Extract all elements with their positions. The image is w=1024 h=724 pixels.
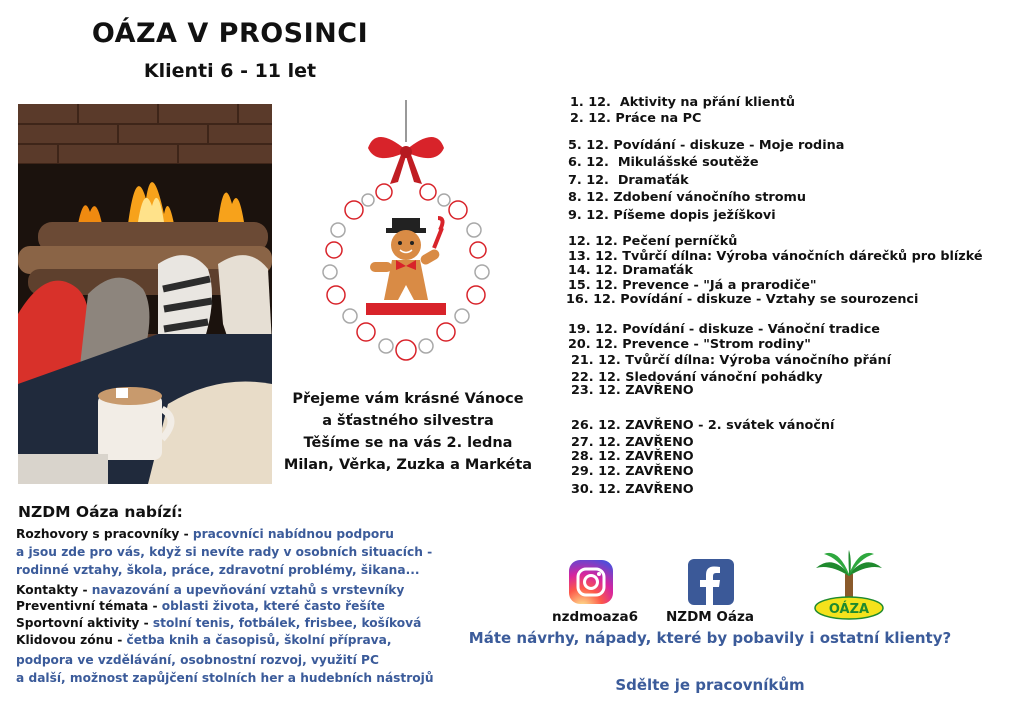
schedule-activity: Prevence - "Já a prarodiče" <box>622 278 817 293</box>
schedule-item <box>568 322 880 337</box>
greeting-message <box>278 388 538 476</box>
greeting-line: Těšíme se na vás 2. ledna <box>303 435 513 451</box>
schedule-item <box>568 155 759 170</box>
schedule-date: 21. 12. <box>571 353 621 368</box>
offer-label: Preventivní témata <box>16 599 149 613</box>
offer-line <box>16 633 391 647</box>
offer-separator: - <box>112 633 127 647</box>
schedule-item <box>570 111 701 126</box>
schedule-date: 12. 12. <box>568 234 618 249</box>
schedule-item <box>568 337 811 352</box>
greeting-line: Milan, Věrka, Zuzka a Markéta <box>283 457 533 473</box>
page-title: OÁZA V PROSINCI <box>91 18 369 49</box>
schedule-date: 5. 12. <box>568 138 609 153</box>
offer-separator: - <box>78 583 92 597</box>
offer-separator: - <box>139 616 153 630</box>
schedule-item <box>571 353 891 368</box>
schedule-activity: Povídání - diskuze - Moje rodina <box>613 138 845 153</box>
offer-line: a jsou zde pro vás, když si nevíte rady v osobních situacích - <box>16 545 433 559</box>
schedule-date: 1. 12. <box>570 95 611 110</box>
schedule-activity: ZAVŘENO <box>625 464 694 479</box>
schedule-date: 14. 12. <box>568 263 618 278</box>
offer-label: Kontakty <box>16 583 79 597</box>
schedule-activity: ZAVŘENO <box>625 383 694 398</box>
schedule-item <box>568 249 983 264</box>
schedule-item <box>571 418 834 433</box>
schedule-date: 2. 12. <box>570 111 611 126</box>
fireplace-photo <box>18 104 272 484</box>
schedule-item <box>566 292 918 307</box>
services-offer <box>16 503 446 685</box>
schedule-activity: Mikulášské soutěže <box>617 155 759 170</box>
schedule-item <box>568 278 817 293</box>
schedule-activity: Tvůrčí dílna: Výroba vánočního přání <box>625 353 891 368</box>
schedule-activity: Sledování vánoční pohádky <box>625 370 823 385</box>
offer-line <box>16 616 421 630</box>
instagram-icon[interactable] <box>569 560 613 604</box>
schedule-item <box>571 383 694 398</box>
offer-text: oblasti života, které často řešíte <box>161 599 385 613</box>
schedule-item <box>571 435 694 450</box>
schedule-activity: ZAVŘENO <box>625 449 694 464</box>
schedule-date: 29. 12. <box>571 464 621 479</box>
offer-heading: NZDM Oáza nabízí: <box>18 503 183 521</box>
offer-separator: - <box>148 599 162 613</box>
schedule-activity: Zdobení vánočního stromu <box>613 190 806 205</box>
instagram-handle[interactable]: nzdmoaza6 <box>552 609 638 625</box>
offer-text: pracovníci nabídnou podporu <box>192 527 394 541</box>
schedule-item <box>568 173 689 188</box>
schedule-date: 9. 12. <box>568 208 609 223</box>
facebook-icon[interactable] <box>688 559 734 605</box>
schedule-activity: Prevence - "Strom rodiny" <box>622 337 811 352</box>
schedule-date: 16. 12. <box>566 292 616 307</box>
page-subtitle: Klienti 6 - 11 let <box>143 60 317 82</box>
logo-text: OÁZA <box>828 602 870 617</box>
schedule-activity: ZAVŘENO <box>625 482 694 497</box>
schedule-date: 28. 12. <box>571 449 621 464</box>
schedule-date: 6. 12. <box>568 155 609 170</box>
schedule-date: 13. 12. <box>568 249 618 264</box>
schedule-item <box>568 208 776 223</box>
offer-label: Rozhovory s pracovníky <box>16 527 180 541</box>
offer-separator: - <box>179 527 193 541</box>
greeting-line: a šťastného silvestra <box>322 413 494 429</box>
offer-line <box>16 599 385 613</box>
schedule-date: 20. 12. <box>568 337 618 352</box>
schedule-activity: Tvůrčí dílna: Výroba vánočních dárečků pro blízké <box>622 249 983 264</box>
feedback-cta: Sdělte je pracovníkům <box>615 676 805 694</box>
offer-text: četba knih a časopisů, školní příprava, <box>126 633 392 647</box>
schedule-activity: Práce na PC <box>615 111 702 126</box>
offer-text: stolní tenis, fotbálek, frisbee, košíková <box>152 616 422 630</box>
offer-label: Sportovní aktivity <box>16 616 140 630</box>
schedule-activity: ZAVŘENO <box>625 435 694 450</box>
schedule-date: 7. 12. <box>568 173 609 188</box>
schedule-item <box>570 95 795 110</box>
schedule-activity: ZAVŘENO - 2. svátek vánoční <box>625 418 835 433</box>
offer-text: navazování a upevňování vztahů s vrstevníky <box>91 583 405 597</box>
schedule-item <box>571 464 694 479</box>
schedule-date: 22. 12. <box>571 370 621 385</box>
schedule-item <box>568 138 844 153</box>
schedule-item <box>571 482 694 497</box>
greeting-line: Přejeme vám krásné Vánoce <box>292 391 524 407</box>
schedule-date: 19. 12. <box>568 322 618 337</box>
schedule-date: 8. 12. <box>568 190 609 205</box>
schedule-item <box>568 263 693 278</box>
schedule-date: 26. 12. <box>571 418 621 433</box>
schedule-item <box>568 190 806 205</box>
feedback-question: Máte návrhy, nápady, které by pobavily i ostatní klienty? <box>468 629 952 647</box>
facebook-label[interactable]: NZDM Oáza <box>666 609 754 625</box>
schedule-date: 27. 12. <box>571 435 621 450</box>
schedule-activity: Dramaťák <box>622 263 694 278</box>
schedule-activity: Aktivity na přání klientů <box>619 95 795 110</box>
schedule-activity: Povídání - diskuze - Vztahy se sourozenci <box>620 292 919 307</box>
offer-line: podpora ve vzdělávání, osobnostní rozvoj, využití PC <box>16 653 379 667</box>
offer-line <box>16 583 404 597</box>
schedule-date: 30. 12. <box>571 482 621 497</box>
offer-line: a další, možnost zapůjčení stolních her a hudebních nástrojů <box>16 671 434 685</box>
offer-line <box>16 527 394 541</box>
oaza-logo <box>812 548 886 622</box>
christmas-ornament-illustration <box>306 100 506 370</box>
schedule-date: 15. 12. <box>568 278 618 293</box>
schedule-activity: Povídání - diskuze - Vánoční tradice <box>622 322 880 337</box>
schedule-item <box>571 449 694 464</box>
schedule-item <box>568 234 737 249</box>
schedule-activity: Pečení perníčků <box>622 234 738 249</box>
offer-label: Klidovou zónu <box>16 633 113 647</box>
schedule-activity: Píšeme dopis ježíškovi <box>613 208 776 223</box>
offer-line: rodinné vztahy, škola, práce, zdravotní problémy, šikana... <box>16 563 420 577</box>
schedule-activity: Dramaťák <box>617 173 689 188</box>
schedule-date: 23. 12. <box>571 383 621 398</box>
